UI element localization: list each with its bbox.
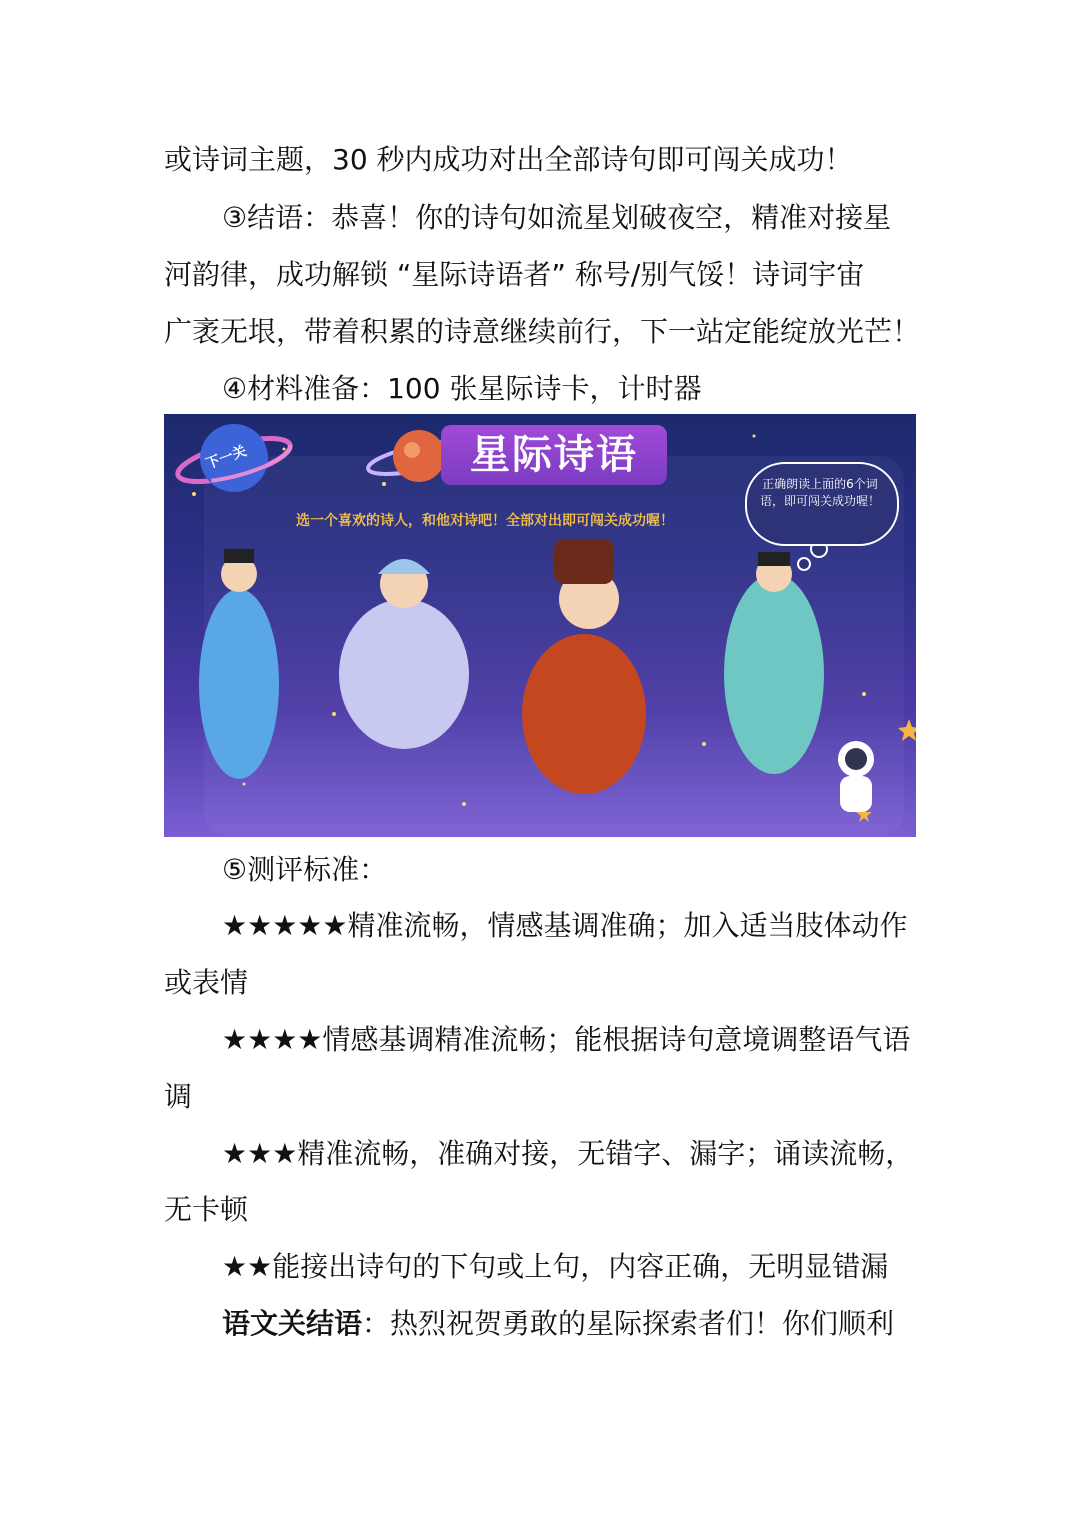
paragraph-line: ⑤测评标准： — [222, 853, 388, 886]
rating-2-line: ★★能接出诗句的下句或上句，内容正确，无明显错漏 — [222, 1250, 889, 1283]
paragraph-line: ③结语：恭喜！你的诗句如流星划破夜空，精准对接星 — [222, 201, 892, 234]
next-level-label: 下一关 — [203, 443, 249, 473]
paragraph-line: ④材料准备：100 张星际诗卡，计时器 — [222, 372, 702, 405]
rating-5-line: ★★★★★精准流畅，情感基调准确；加入适当肢体动作 — [222, 909, 908, 942]
rating-3-line: ★★★精准流畅，准确对接，无错字、漏字；诵读流畅， — [222, 1137, 914, 1170]
illustration-title: 星际诗语 — [441, 425, 667, 485]
closing-text: ：热烈祝贺勇敢的星际探索者们！你们顺利 — [362, 1307, 895, 1340]
closing-paragraph — [222, 1304, 916, 1344]
paragraph-line: 河韵律，成功解锁 “星际诗语者” 称号/别气馁！诗词宇宙 — [164, 258, 865, 291]
paragraph-line: 或诗词主题，30 秒内成功对出全部诗句即可闯关成功！ — [164, 143, 853, 176]
rating-4-line: 调 — [164, 1080, 193, 1113]
illustration-subtitle: 选一个喜欢的诗人，和他对诗吧！全部对出即可闯关成功喔！ — [296, 513, 674, 529]
rating-4-line: ★★★★情感基调精准流畅；能根据诗句意境调整语气语 — [222, 1023, 911, 1056]
rating-5-line: 或表情 — [164, 966, 249, 999]
rating-3-line: 无卡顿 — [164, 1193, 249, 1226]
thought-bubble-text: 正确朗读上面的6个词语，即可闯关成功喔！ — [759, 477, 880, 508]
closing-label: 语文关结语 — [222, 1307, 363, 1340]
paragraph-line: 广袤无垠，带着积累的诗意继续前行，下一站定能绽放光芒！ — [164, 315, 921, 348]
